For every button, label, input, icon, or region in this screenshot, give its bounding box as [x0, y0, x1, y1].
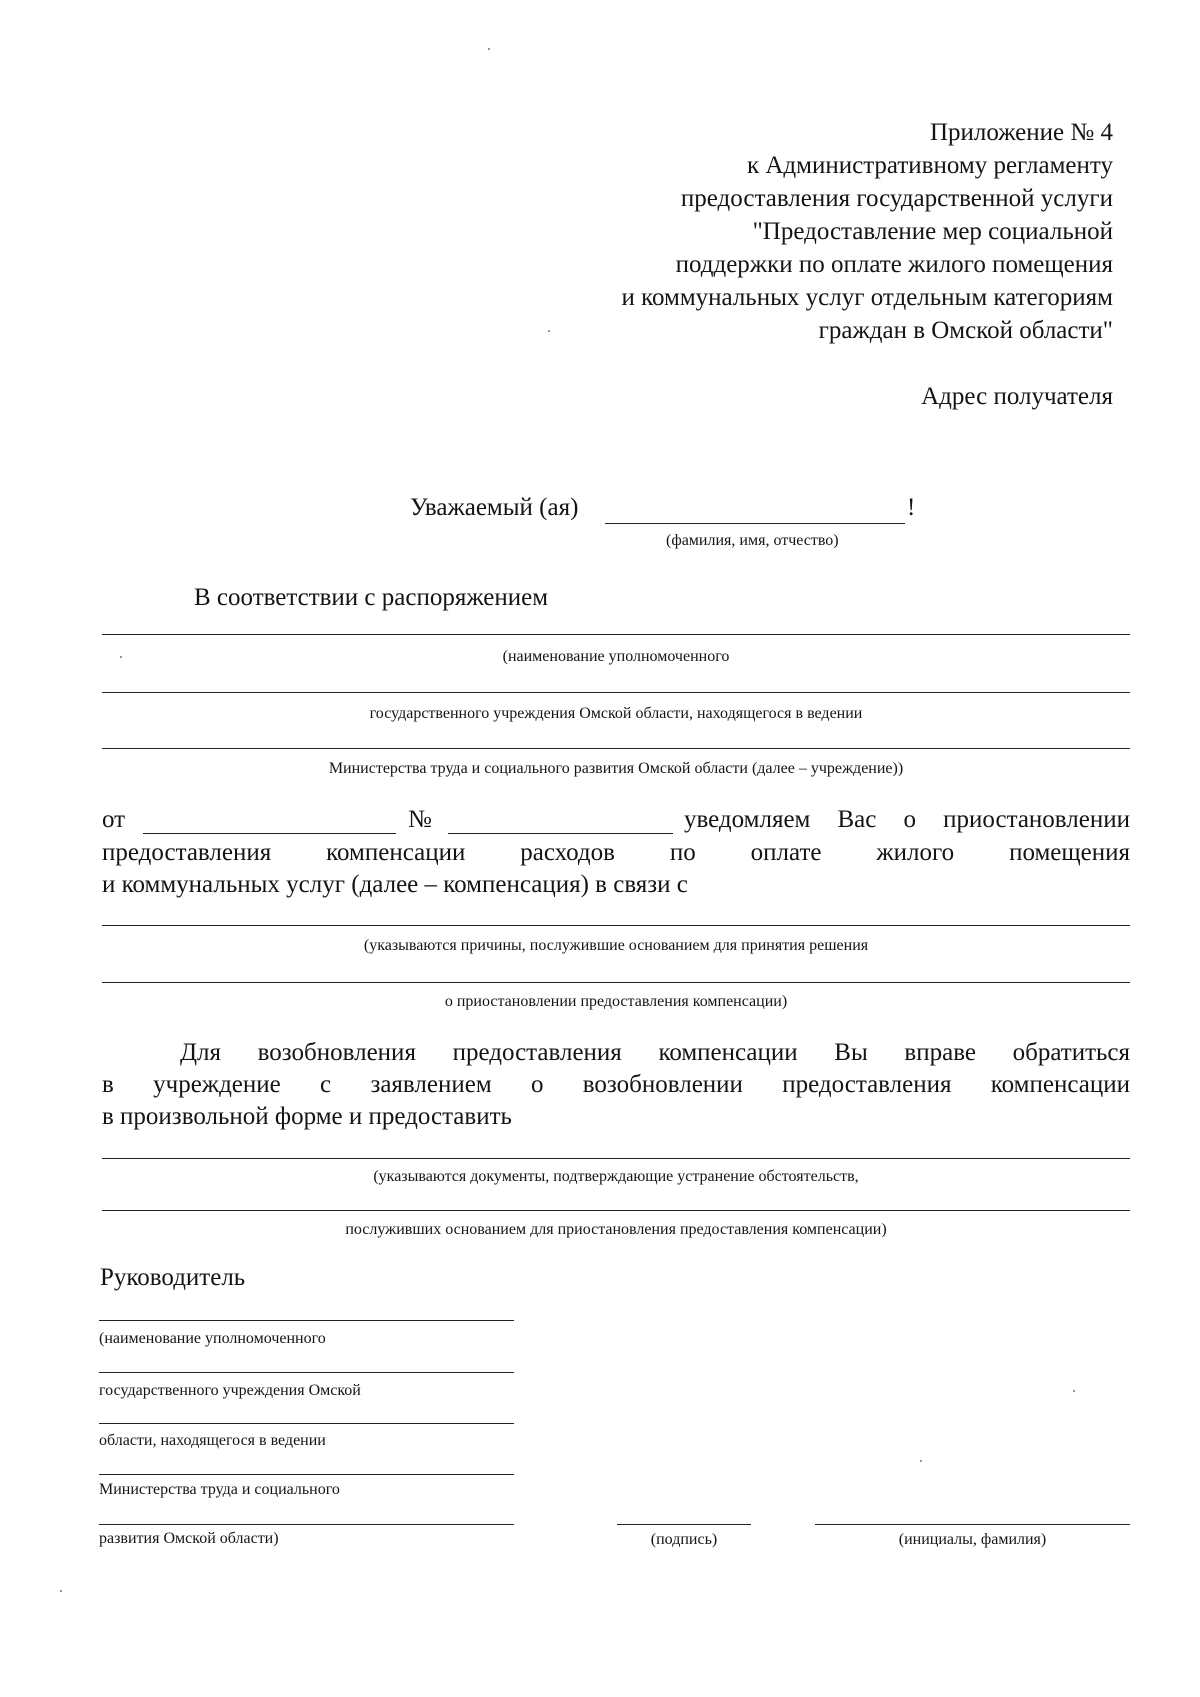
order-name-blank[interactable] — [102, 748, 1130, 749]
appendix-header-line: граждан в Омской области" — [818, 317, 1113, 344]
appendix-header-line: Приложение № 4 — [929, 119, 1113, 146]
notice-number-label: № — [408, 806, 432, 833]
order-name-blank[interactable] — [102, 634, 1130, 635]
scan-speck — [488, 48, 490, 50]
recipient-address-label: Адрес получателя — [921, 383, 1113, 410]
resume-line: в учреждение с заявлением о возобновлении предоставления компенсации — [102, 1071, 1130, 1098]
scan-speck — [60, 1590, 62, 1592]
greeting-exclamation: ! — [907, 494, 916, 521]
initials-blank[interactable] — [815, 1524, 1130, 1525]
initials-caption: (инициалы, фамилия) — [898, 1531, 1047, 1548]
resume-line: в произвольной форме и предоставить — [102, 1103, 512, 1130]
appendix-header-line: и коммунальных услуг отдельным категориям — [621, 284, 1113, 311]
order-intro: В соответствии с распоряжением — [194, 584, 549, 611]
org-caption: области, находящегося в ведении — [99, 1432, 326, 1449]
org-caption: государственного учреждения Омской — [99, 1382, 361, 1399]
scan-speck — [120, 656, 122, 658]
order-date-blank[interactable] — [143, 833, 396, 834]
documents-caption: послуживших основанием для приостановления предоставления компенсации) — [345, 1221, 887, 1238]
signature-caption: (подпись) — [650, 1531, 718, 1548]
notice-line: уведомляем Вас о приостановлении — [684, 806, 1130, 833]
appendix-header-line: предоставления государственной услуги — [680, 185, 1113, 212]
org-name-blank[interactable] — [99, 1372, 514, 1373]
appendix-header — [621, 116, 1113, 347]
documents-blank[interactable] — [102, 1158, 1130, 1159]
order-caption: (наименование уполномоченного — [502, 648, 730, 665]
org-caption: (наименование уполномоченного — [99, 1330, 326, 1347]
order-caption: государственного учреждения Омской области, находящегося в ведении — [369, 705, 863, 722]
org-caption: развития Омской области) — [99, 1530, 279, 1547]
notice-from-label: от — [102, 806, 126, 833]
scan-speck — [920, 1460, 922, 1462]
appendix-header-line: к Административному регламенту — [746, 152, 1113, 179]
resume-line: Для возобновления предоставления компенсации Вы вправе обратиться — [180, 1039, 1130, 1066]
order-name-blank[interactable] — [102, 692, 1130, 693]
signature-title: Руководитель — [100, 1264, 246, 1291]
org-name-blank[interactable] — [99, 1524, 514, 1525]
reason-caption: о приостановлении предоставления компенсации) — [444, 993, 788, 1010]
reason-blank[interactable] — [102, 982, 1130, 983]
signature-blank[interactable] — [617, 1524, 751, 1525]
org-name-blank[interactable] — [99, 1423, 514, 1424]
greeting-text: Уважаемый (ая) — [410, 494, 579, 521]
order-caption: Министерства труда и социального развития Омской области (далее – учреждение)) — [328, 760, 904, 777]
scan-speck — [1073, 1390, 1075, 1392]
documents-blank[interactable] — [102, 1210, 1130, 1211]
documents-caption: (указываются документы, подтверждающие устранение обстоятельств, — [373, 1168, 859, 1185]
scan-speck — [548, 330, 550, 332]
reason-blank[interactable] — [102, 925, 1130, 926]
appendix-header-line: "Предоставление мер социальной — [752, 218, 1113, 245]
notice-line: предоставления компенсации расходов по оплате жилого помещения — [102, 839, 1130, 866]
recipient-name-caption: (фамилия, имя, отчество) — [666, 532, 839, 549]
reason-caption: (указываются причины, послужившие основанием для принятия решения — [363, 937, 869, 954]
org-name-blank[interactable] — [99, 1320, 514, 1321]
org-name-blank[interactable] — [99, 1474, 514, 1475]
recipient-name-blank[interactable] — [605, 523, 905, 524]
order-number-blank[interactable] — [448, 833, 673, 834]
appendix-header-line: поддержки по оплате жилого помещения — [675, 251, 1113, 278]
org-caption: Министерства труда и социального — [99, 1481, 340, 1498]
notice-line: и коммунальных услуг (далее – компенсация) в связи с — [102, 871, 688, 898]
